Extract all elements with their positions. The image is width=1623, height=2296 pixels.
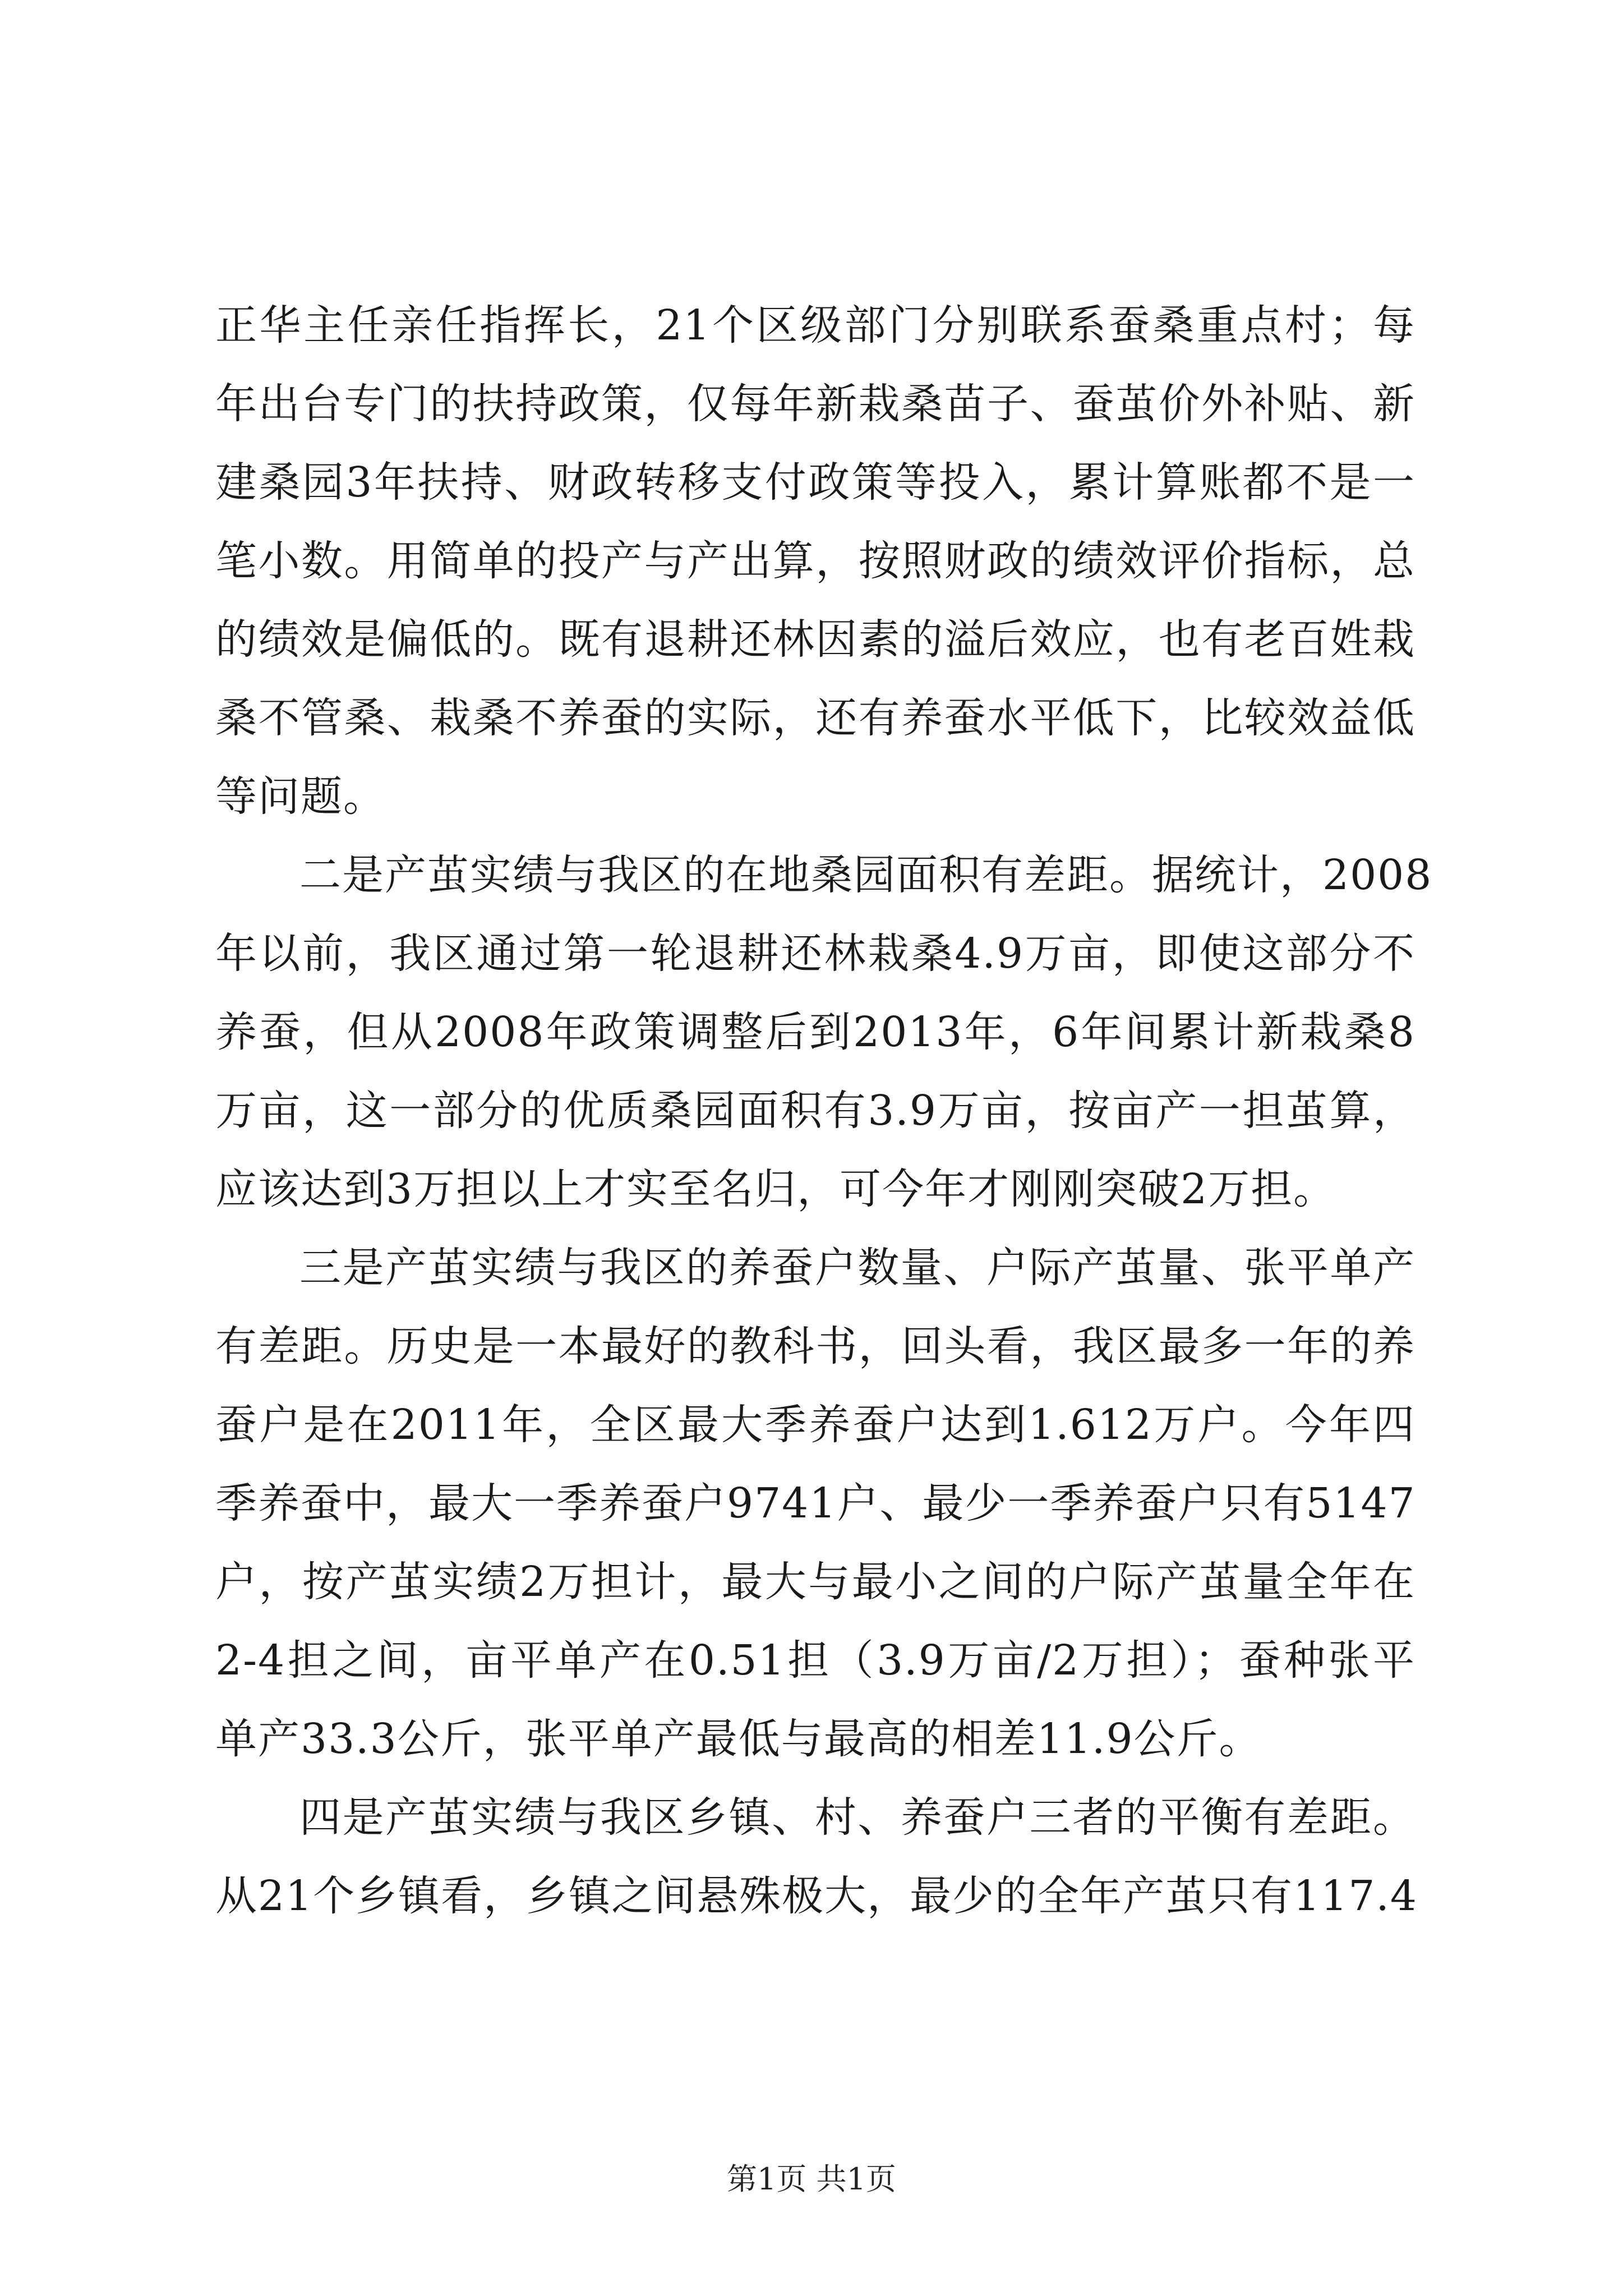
paragraph-1-line-2: 年出台专门的扶持政策，仅每年新栽桑苗子、蚕茧价外补贴、新: [215, 380, 1415, 428]
paragraph-2-line-4: 万亩，这一部分的优质桑园面积有3.9万亩，按亩产一担茧算，: [215, 1087, 1415, 1135]
paragraph-3-line-1: 三是产茧实绩与我区的养蚕户数量、户际产茧量、张平单产: [299, 1244, 1415, 1292]
paragraph-2-line-1: 二是产茧实绩与我区的在地桑园面积有差距。据统计，2008: [299, 851, 1433, 899]
paragraph-3-line-2: 有差距。历史是一本最好的教科书，回头看，我区最多一年的养: [215, 1322, 1415, 1370]
paragraph-1-line-7: 等问题。: [215, 772, 386, 821]
paragraph-1-line-3: 建桑园3年扶持、财政转移支付政策等投入，累计算账都不是一: [215, 458, 1415, 507]
paragraph-3-line-7: 单产33.3公斤，张平单产最低与最高的相差11.9公斤。: [215, 1715, 1262, 1763]
paragraph-1-line-1: 正华主任亲任指挥长，21个区级部门分别联系蚕桑重点村；每: [215, 301, 1415, 349]
paragraph-4-line-1: 四是产茧实绩与我区乡镇、村、养蚕户三者的平衡有差距。: [299, 1793, 1415, 1842]
page-footer: 第1页 共1页: [727, 2161, 896, 2197]
paragraph-3-line-5: 户，按产茧实绩2万担计，最大与最小之间的户际产茧量全年在: [215, 1558, 1415, 1606]
paragraph-3-line-6: 2-4担之间，亩平单产在0.51担（3.9万亩/2万担）；蚕种张平: [215, 1636, 1415, 1685]
paragraph-2-line-3: 养蚕，但从2008年政策调整后到2013年，6年间累计新栽桑8: [215, 1008, 1415, 1056]
paragraph-1-line-4: 笔小数。用简单的投产与产出算，按照财政的绩效评价指标，总: [215, 537, 1415, 585]
paragraph-3-line-3: 蚕户是在2011年，全区最大季养蚕户达到1.612万户。今年四: [215, 1401, 1415, 1449]
paragraph-2-line-2: 年以前，我区通过第一轮退耕还林栽桑4.9万亩，即使这部分不: [215, 930, 1415, 978]
paragraph-2-line-5: 应该达到3万担以上才实至名归，可今年才刚刚突破2万担。: [215, 1165, 1336, 1213]
paragraph-4-line-2: 从21个乡镇看，乡镇之间悬殊极大，最少的全年产茧只有117.4: [215, 1872, 1418, 1920]
document-body: [215, 286, 1433, 1935]
paragraph-1-line-5: 的绩效是偏低的。既有退耕还林因素的溢后效应，也有老百姓栽: [215, 615, 1415, 664]
paragraph-1-line-6: 桑不管桑、栽桑不养蚕的实际，还有养蚕水平低下，比较效益低: [215, 694, 1415, 742]
paragraph-3-line-4: 季养蚕中，最大一季养蚕户9741户、最少一季养蚕户只有5147: [215, 1479, 1416, 1527]
